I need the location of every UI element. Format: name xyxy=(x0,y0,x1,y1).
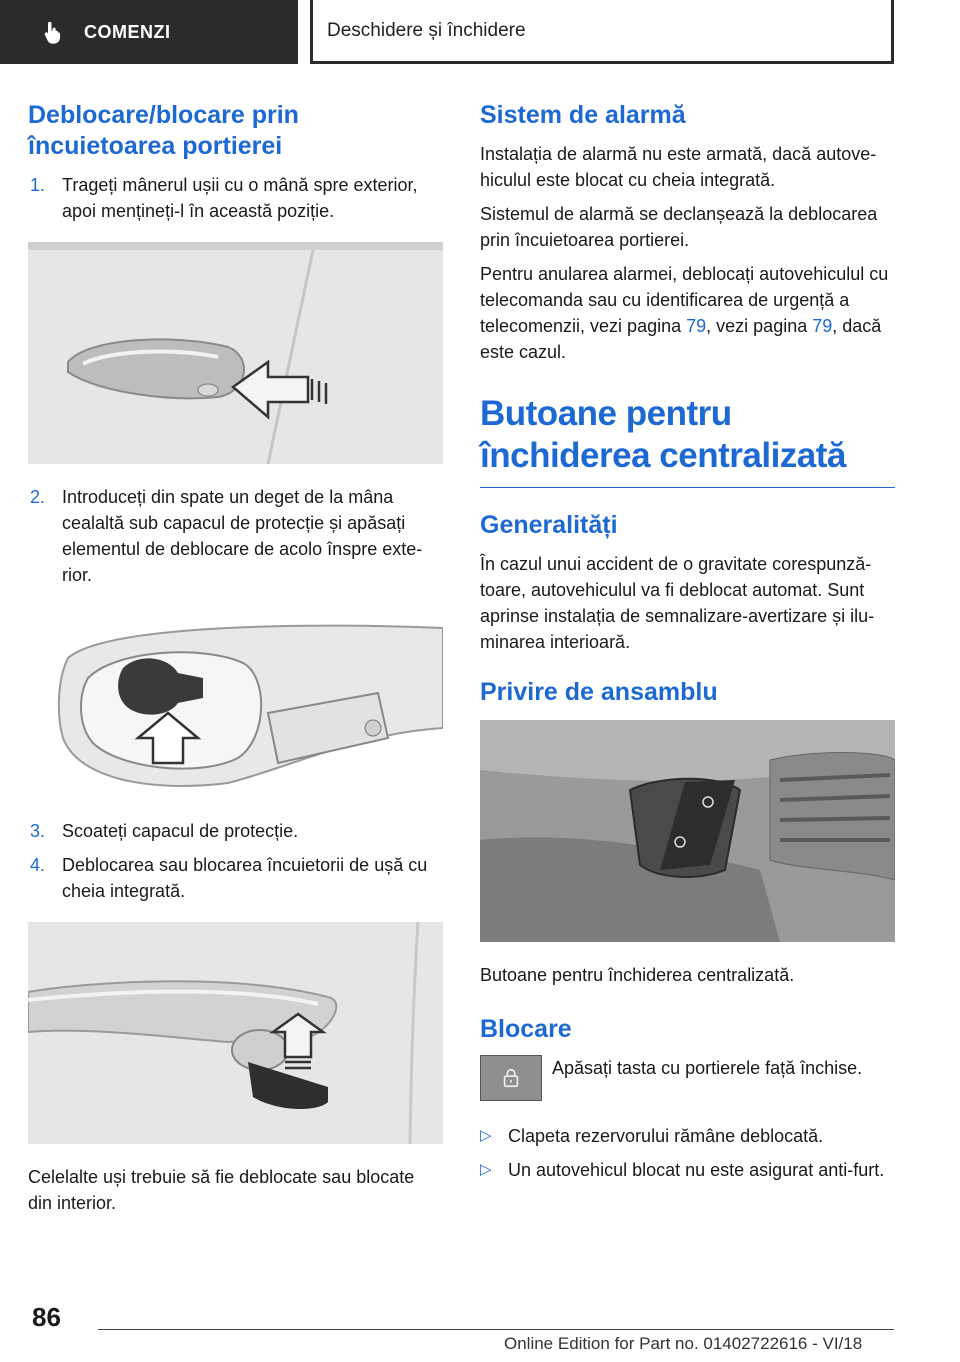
door-handle-pull-illustration xyxy=(28,242,443,464)
heading-rule xyxy=(480,487,895,488)
chapter-tab-label: COMENZI xyxy=(84,21,171,42)
step-number: 3. xyxy=(30,821,46,841)
edition-note: Online Edition for Part no. 01402722616 - VI/18 xyxy=(504,1334,863,1353)
alarm-paragraph-2: Sistemul de alarmă se declanșează la deblocarea prin încuietoarea portierei. xyxy=(480,204,878,250)
list-item xyxy=(480,1157,895,1183)
overview-caption: Butoane pentru închiderea centralizată. xyxy=(480,965,795,985)
page-number: 86 xyxy=(32,1302,61,1332)
list-item xyxy=(480,1123,895,1149)
central-locking-heading: Butoane pentru închiderea centralizată xyxy=(480,394,846,475)
triangle-bullet-icon: ▷ xyxy=(480,1161,492,1178)
central-locking-buttons-photo xyxy=(480,720,895,942)
step-text: Introduceți din spate un deget de la mâna cealaltă sub capacul de protecție și apăsați elementul de deblocare de acolo înspre exte-rior. xyxy=(62,487,423,585)
step-number: 1. xyxy=(30,175,46,195)
lock-icon xyxy=(500,1067,522,1089)
alarm-heading: Sistem de alarmă xyxy=(480,101,686,129)
page-link[interactable]: 79 xyxy=(686,316,707,336)
step-item xyxy=(28,818,443,844)
lock-text: Apăsați tasta cu portierele față închise. xyxy=(552,1058,863,1078)
list-item-text: Un autovehicul blocat nu este asigurat anti-furt. xyxy=(508,1160,885,1180)
hand-pointer-icon xyxy=(40,19,66,45)
step-number: 4. xyxy=(30,855,46,875)
overview-heading: Privire de ansamblu xyxy=(480,678,718,706)
alarm-paragraph-1: Instalația de alarmă nu este armată, dacă autove-hiculul este blocat cu cheia integrată. xyxy=(480,144,877,190)
lock-instruction xyxy=(480,1055,895,1101)
alarm-paragraph-3: Pentru anularea alarmei, deblocați autovehiculul cu telecomanda sau cu identificarea de urgență a telecomenzii, vezi pagina 79, vezi pagina 79, dacă este cazul. xyxy=(480,264,889,362)
section-title: Deschidere și închidere xyxy=(327,19,526,41)
lock-heading: Blocare xyxy=(480,1015,572,1043)
triangle-bullet-icon: ▷ xyxy=(480,1127,492,1144)
step-number: 2. xyxy=(30,487,46,507)
step-item xyxy=(28,852,443,904)
footer-rule xyxy=(98,1329,894,1330)
step-item xyxy=(28,484,443,588)
left-column xyxy=(28,100,443,1224)
page-link[interactable]: 79 xyxy=(812,316,833,336)
step-item xyxy=(28,172,443,224)
step-text: Scoateți capacul de protecție. xyxy=(62,821,299,841)
chapter-tab[interactable] xyxy=(0,0,298,64)
list-item-text: Clapeta rezervorului rămâne deblocată. xyxy=(508,1126,824,1146)
step-text: Deblocarea sau blocarea încuietorii de ușă cu cheia integrată. xyxy=(62,855,428,901)
integrated-key-illustration xyxy=(28,922,443,1144)
door-lock-heading: Deblocare/blocare prin încuietoarea portierei xyxy=(28,101,299,160)
protective-cap-release-illustration xyxy=(28,618,443,798)
interior-lock-note: Celelalte uși trebuie să fie deblocate sau blocate din interior. xyxy=(28,1167,415,1213)
general-paragraph: În cazul unui accident de o gravitate corespunză-toare, autovehiculul va fi deblocat automat. Sunt aprinse instalația de semnalizare-avertizare și ilu-minarea interioară. xyxy=(480,554,875,652)
lock-button-image xyxy=(480,1055,542,1101)
right-column xyxy=(480,100,895,1191)
step-text: Trageți mânerul ușii cu o mână spre exterior, apoi mențineți-l în această poziție. xyxy=(62,175,418,221)
section-header xyxy=(310,0,894,64)
general-heading: Generalități xyxy=(480,511,618,539)
